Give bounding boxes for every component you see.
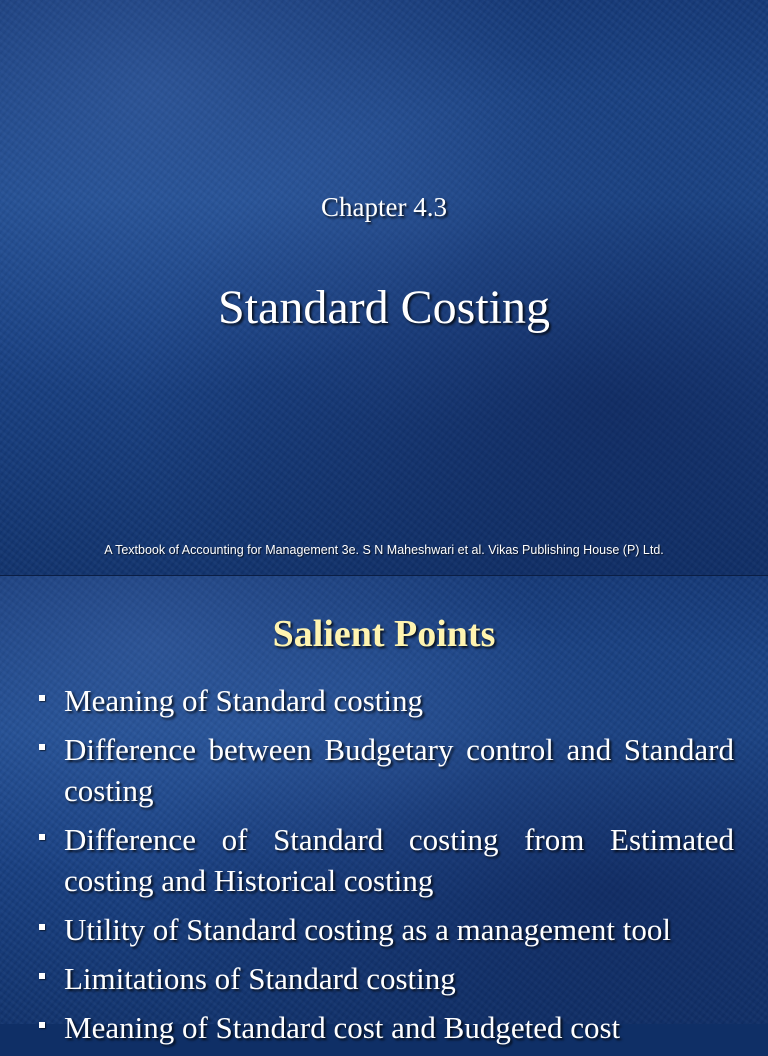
bullet-list (36, 680, 734, 1056)
bullet-icon (39, 744, 45, 750)
list-item (36, 909, 734, 950)
chapter-label: Chapter 4.3 (321, 192, 447, 222)
slide-title: Standard Costing (218, 281, 550, 334)
list-item (36, 958, 734, 999)
list-item (36, 729, 734, 811)
list-item (36, 680, 734, 721)
bullet-text: Limitations of Standard costing (64, 961, 456, 996)
bullet-text: Difference between Budgetary control and Standard costing (64, 732, 734, 808)
slide-footer: A Textbook of Accounting for Management 3e. S N Maheshwari et al. Vikas Publishing House (P) Ltd. (104, 543, 664, 557)
bullet-icon (39, 1022, 45, 1028)
bullet-icon (39, 834, 45, 840)
bullet-text: Meaning of Standard costing (64, 683, 424, 718)
bullet-icon (39, 924, 45, 930)
list-item (36, 819, 734, 901)
bullet-text: Difference of Standard costing from Estimated costing and Historical costing (64, 822, 734, 898)
bullet-text: Meaning of Standard cost and Budgeted cost (64, 1010, 621, 1045)
list-item (36, 1007, 734, 1048)
bullet-text: Utility of Standard costing as a management tool (64, 912, 671, 947)
bullet-icon (39, 695, 45, 701)
slide-heading: Salient Points (272, 613, 496, 655)
content-slide (0, 576, 768, 1045)
bullet-icon (39, 973, 45, 979)
